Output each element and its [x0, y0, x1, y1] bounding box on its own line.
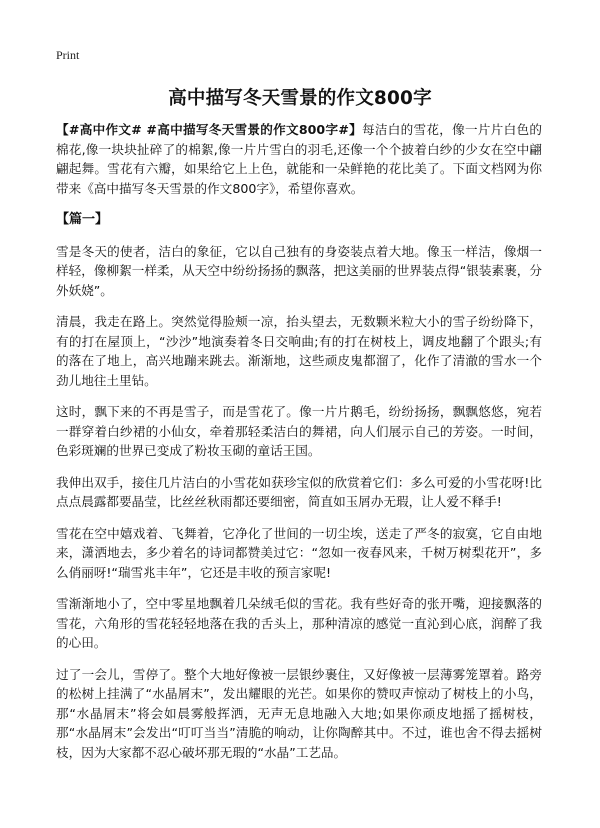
article-body	[56, 120, 542, 774]
paragraph: 我伸出双手，接住几片洁白的小雪花如获珍宝似的欣赏着它们：多么可爱的小雪花呀!比点点晨露都要晶莹，比丝丝秋雨都还要细密，简直如玉屑办无瑕，让人爱不释手!	[56, 474, 542, 509]
paragraph: 雪渐渐地小了，空中零星地飘着几朵绒毛似的雪花。我有些好奇的张开嘴，迎接飘落的雪花，六角形的雪花轻轻地落在我的舌头上，那种清凉的感觉一直沁到心底，润醉了我的心田。	[56, 596, 542, 650]
intro-text: 每洁白的雪花，像一片片白色的棉花,像一块块扯碎了的棉絮,像一片片雪白的羽毛,还像一个个披着白纱的少女在空中翩翩起舞。雪花有六瓣，如果给它上上色，就能和一朵鲜艳的花比美了。下面文档网为你带来《高中描写冬天雪景的作文800字》，希望你喜欢。	[56, 122, 542, 196]
page-title: 高中描写冬天雪景的作文800字	[168, 88, 432, 109]
paragraph: 雪花在空中嬉戏着、飞舞着，它净化了世间的一切尘埃，送走了严冬的寂寞，它自由地来，潇洒地去，多少着名的诗词都赞美过它：“忽如一夜春风来，千树万树梨花开”，多么俏丽呀!“瑞雪兆丰年”，它还是丰收的预言家呢!	[56, 525, 542, 580]
intro-paragraph	[56, 120, 542, 198]
paragraph: 雪是冬天的使者，洁白的象征，它以自己独有的身姿装点着大地。像玉一样洁，像烟一样轻，像柳絮一样柔，从天空中纷纷扬扬的飘落，把这美丽的世界装点得“银装素裹，分外妖娆”。	[56, 243, 542, 298]
paragraph: 这时，飘下来的不再是雪子，而是雪花了。像一片片鹅毛，纷纷扬扬，飘飘悠悠，宛若一群穿着白纱裙的小仙女，牵着那轻柔洁白的舞裙，向人们展示自己的芳姿。一时间，色彩斑斓的世界已变成了粉妆玉砌的童话王国。	[56, 404, 542, 458]
paragraph: 清晨，我走在路上。突然觉得脸颊一凉，抬头望去，无数颗米粒大小的雪子纷纷降下，有的打在屋顶上，“沙沙”地演奏着冬日交响曲;有的打在树枝上，调皮地翻了个跟头;有的落在了地上，高兴地蹦来跳去。渐渐地，这些顽皮鬼都溜了，化作了清澈的雪水一个劲儿地往土里钻。	[56, 314, 542, 388]
intro-tag: 【#高中作文# #高中描写冬天雪景的作文800字#】	[56, 122, 363, 137]
print-link[interactable]: Print	[56, 48, 80, 62]
section-heading: 【篇一】	[56, 212, 109, 227]
paragraph: 过了一会儿，雪停了。整个大地好像被一层银纱裹住，又好像被一层薄雾笼罩着。路旁的松树上挂满了“水晶屑末”，发出耀眼的光芒。如果你的赞叹声惊动了树枝上的小鸟，那“水晶屑末”将会如晨雾般挥洒，无声无息地融入大地;如果你顽皮地摇了摇树枝，那“水晶屑末”会发出“叮叮当当”清脆的响动，让你陶醉其中。不过，谁也舍不得去摇树枝，因为大家都不忍心破坏那无瑕的“水晶”工艺品。	[56, 666, 542, 760]
